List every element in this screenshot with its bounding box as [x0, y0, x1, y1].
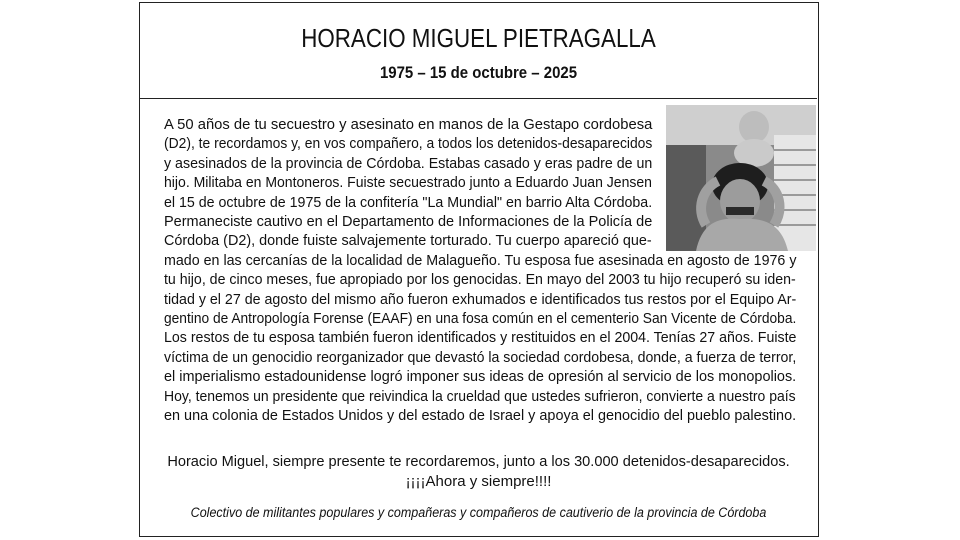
body-line: el imperialismo estadounidense logró imponer sus ideas de opresión al servicio de los monopolios.	[164, 368, 797, 386]
body-line: tidad y el 27 de agosto del mismo año fueron exhumados e identificados tus restos por el Equipo Ar-	[164, 290, 797, 308]
body-line: mado en las cercanías de la localidad de Malagueño. Tu esposa fue asesinada en agosto de 1976 y	[164, 251, 797, 269]
body-line: tu hijo, de cinco meses, fue apropiado por los genocidas. En mayo del 2003 tu hijo recuperó su iden-	[164, 271, 796, 289]
body-line: y asesinados de la provincia de Córdoba. Estabas casado y eras padre de un	[164, 154, 653, 172]
body-line: Córdoba (D2), donde fuiste salvajemente torturado. Tu cuerpo apareció que-	[164, 232, 652, 250]
body-line: Permaneciste cautivo en el Departamento de Informaciones de la Policía de	[164, 213, 653, 231]
honoree-name: HORACIO MIGUEL PIETRAGALLA	[301, 23, 656, 53]
memorial-notice	[139, 2, 819, 537]
body-line: A 50 años de tu secuestro y asesinato en manos de la Gestapo cordobesa	[164, 116, 653, 133]
tribute-exclamation: ¡¡¡¡Ahora y siempre!!!!	[405, 472, 552, 490]
notice-header	[140, 3, 817, 99]
body-line: hijo. Militaba en Montoneros. Fuiste secuestrado junto a Eduardo Juan Jensen	[164, 174, 652, 192]
body-line: Los restos de tu esposa también fueron identificados y restituidos en el 2004. Tenías 27 años. Fuiste	[164, 329, 797, 347]
memorial-body	[164, 115, 796, 426]
body-line: Hoy, tenemos un presidente que reivindica la crueldad que ustedes sufrieron, convierte a nuestro país	[164, 387, 796, 405]
body-line: gentino de Antropología Forense (EAAF) en una fosa común en el cementerio San Vicente de Córdoba.	[164, 310, 797, 328]
tribute-block	[140, 452, 817, 491]
signature: Colectivo de militantes populares y compañeras y compañeros de cautiverio de la provincia de Córdoba	[190, 505, 767, 520]
body-line: (D2), te recordamos y, en vos compañero, a todos los detenidos-desaparecidos	[164, 135, 653, 153]
body-line: el 15 de octubre de 1975 de la confitería "La Mundial" en barrio Alta Córdoba.	[164, 193, 653, 211]
anniversary-dates: 1975 – 15 de octubre – 2025	[379, 63, 578, 82]
body-line: víctima de un genocidio reorganizador que devastó la sociedad cordobesa, donde, a fuerza de terror,	[164, 348, 797, 366]
body-line: en una colonia de Estados Unidos y del estado de Israel y apoya el genocidio del pueblo palestino.	[164, 407, 797, 425]
tribute-line: Horacio Miguel, siempre presente te recordaremos, junto a los 30.000 detenidos-desaparecidos.	[167, 453, 790, 470]
